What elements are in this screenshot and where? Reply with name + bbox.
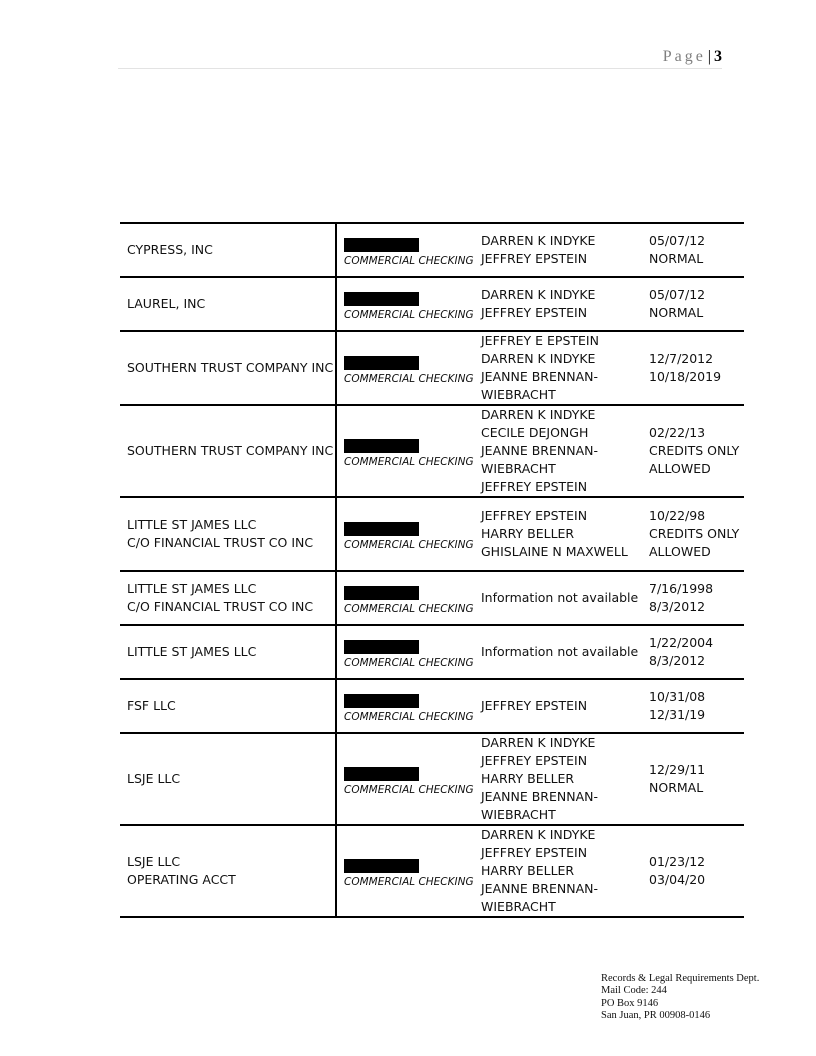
redacted-account-number <box>344 356 419 370</box>
authorized-signers <box>481 278 641 330</box>
authorized-signers-line: JEANNE BRENNAN- <box>481 881 598 896</box>
account-cell <box>335 496 476 572</box>
authorized-signers-line: DARREN K INDYKE <box>481 407 596 422</box>
account-cell <box>335 404 476 498</box>
authorized-signers <box>481 572 641 624</box>
account-name <box>127 572 332 624</box>
authorized-signers-line: DARREN K INDYKE <box>481 735 596 750</box>
account-name-line: FSF LLC <box>127 698 176 713</box>
account-cell <box>335 732 476 826</box>
authorized-signers <box>481 498 641 570</box>
account-cell <box>335 276 476 332</box>
account-dates-line: 10/22/98 <box>649 508 706 523</box>
account-dates <box>649 826 744 916</box>
redacted-account-number <box>344 292 419 306</box>
account-name-line: LSJE LLC <box>127 771 181 786</box>
table-row <box>120 626 744 680</box>
table-row <box>120 826 744 918</box>
authorized-signers-line: JEANNE BRENNAN- <box>481 789 598 804</box>
footer-address <box>601 973 759 1022</box>
page-number: 3 <box>714 48 722 65</box>
account-type: COMMERCIAL CHECKING <box>344 255 474 267</box>
authorized-signers-line: JEFFREY EPSTEIN <box>481 845 588 860</box>
account-dates <box>649 332 744 404</box>
account-type: COMMERCIAL CHECKING <box>344 539 474 551</box>
account-cell <box>335 330 476 406</box>
account-dates-line: 02/22/13 <box>649 425 706 440</box>
account-name-line: LSJE LLC <box>127 854 181 869</box>
footer-line: PO Box 9146 <box>601 997 659 1009</box>
account-dates-line: 12/31/19 <box>649 707 706 722</box>
redacted-account-number <box>344 859 419 873</box>
account-name <box>127 278 332 330</box>
authorized-signers <box>481 224 641 276</box>
authorized-signers-line: DARREN K INDYKE <box>481 287 596 302</box>
account-dates-line: CREDITS ONLY <box>649 526 740 541</box>
account-dates-line: 1/22/2004 <box>649 635 714 650</box>
account-dates <box>649 734 744 824</box>
redacted-account-number <box>344 767 419 781</box>
authorized-signers-line: WIEBRACHT <box>481 461 556 476</box>
account-name <box>127 626 332 678</box>
account-dates <box>649 626 744 678</box>
authorized-signers <box>481 332 641 404</box>
account-dates <box>649 406 744 496</box>
account-name-line: LITTLE ST JAMES LLC <box>127 581 257 596</box>
account-name <box>127 680 332 732</box>
authorized-signers-line: JEFFREY EPSTEIN <box>481 508 588 523</box>
footer-line: Records & Legal Requirements Dept. <box>601 973 760 984</box>
table-row <box>120 680 744 734</box>
account-dates-line: 10/18/2019 <box>649 369 722 384</box>
authorized-signers-line: JEFFREY EPSTEIN <box>481 698 588 713</box>
account-cell <box>335 624 476 680</box>
account-dates-line: 10/31/08 <box>649 689 706 704</box>
authorized-signers-line: JEANNE BRENNAN- <box>481 443 598 458</box>
account-cell <box>335 824 476 918</box>
redacted-account-number <box>344 439 419 453</box>
authorized-signers <box>481 680 641 732</box>
account-dates-line: NORMAL <box>649 780 704 795</box>
account-dates-line: ALLOWED <box>649 461 711 476</box>
account-dates-line: 7/16/1998 <box>649 581 714 596</box>
table-row <box>120 498 744 572</box>
account-dates-line: 12/7/2012 <box>649 351 714 366</box>
account-name-line: LAUREL, INC <box>127 296 206 311</box>
authorized-signers-line: HARRY BELLER <box>481 526 575 541</box>
account-dates <box>649 278 744 330</box>
authorized-signers-line: Information not available <box>481 590 639 605</box>
authorized-signers-line: HARRY BELLER <box>481 771 575 786</box>
account-dates-line: 8/3/2012 <box>649 599 706 614</box>
account-dates-line: ALLOWED <box>649 544 711 559</box>
authorized-signers <box>481 626 641 678</box>
authorized-signers-line: DARREN K INDYKE <box>481 233 596 248</box>
account-name <box>127 734 332 824</box>
account-cell <box>335 678 476 734</box>
redacted-account-number <box>344 640 419 654</box>
account-dates <box>649 680 744 732</box>
footer-line: San Juan, PR 00908-0146 <box>601 1009 711 1021</box>
account-name <box>127 498 332 570</box>
account-dates-line: 03/04/20 <box>649 872 706 887</box>
authorized-signers-line: JEFFREY EPSTEIN <box>481 753 588 768</box>
account-name-line: SOUTHERN TRUST COMPANY INC <box>127 360 334 375</box>
account-dates-line: 05/07/12 <box>649 287 706 302</box>
table-row <box>120 734 744 826</box>
authorized-signers-line: JEFFREY EPSTEIN <box>481 305 588 320</box>
account-dates <box>649 572 744 624</box>
authorized-signers-line: Information not available <box>481 644 639 659</box>
redacted-account-number <box>344 238 419 252</box>
authorized-signers-line: WIEBRACHT <box>481 387 556 402</box>
account-name <box>127 826 332 916</box>
account-name-line: C/O FINANCIAL TRUST CO INC <box>127 535 314 550</box>
account-name-line: LITTLE ST JAMES LLC <box>127 517 257 532</box>
account-name <box>127 332 332 404</box>
table-row <box>120 406 744 498</box>
authorized-signers-line: DARREN K INDYKE <box>481 351 596 366</box>
account-dates-line: CREDITS ONLY <box>649 443 740 458</box>
authorized-signers-line: JEFFREY E EPSTEIN <box>481 333 599 348</box>
page-number-label <box>663 48 722 66</box>
account-cell <box>335 570 476 626</box>
page-separator: | <box>707 48 711 65</box>
authorized-signers-line: GHISLAINE N MAXWELL <box>481 544 628 559</box>
authorized-signers <box>481 734 641 824</box>
table-row <box>120 278 744 332</box>
authorized-signers-line: JEFFREY EPSTEIN <box>481 479 588 494</box>
authorized-signers <box>481 826 641 916</box>
account-cell <box>335 222 476 278</box>
account-name <box>127 406 332 496</box>
account-dates-line: NORMAL <box>649 305 704 320</box>
account-type: COMMERCIAL CHECKING <box>344 711 474 723</box>
account-dates <box>649 224 744 276</box>
redacted-account-number <box>344 522 419 536</box>
account-type: COMMERCIAL CHECKING <box>344 876 474 888</box>
account-dates-line: 05/07/12 <box>649 233 706 248</box>
authorized-signers <box>481 406 641 496</box>
table-row <box>120 572 744 626</box>
account-type: COMMERCIAL CHECKING <box>344 603 474 615</box>
account-name-line: SOUTHERN TRUST COMPANY INC <box>127 443 334 458</box>
account-name-line: CYPRESS, INC <box>127 242 213 257</box>
page-header <box>118 48 722 69</box>
page-label: Page <box>662 48 706 65</box>
authorized-signers-line: WIEBRACHT <box>481 807 556 822</box>
table-row <box>120 224 744 278</box>
accounts-table <box>120 222 744 918</box>
authorized-signers-line: JEFFREY EPSTEIN <box>481 251 588 266</box>
redacted-account-number <box>344 694 419 708</box>
authorized-signers-line: HARRY BELLER <box>481 863 575 878</box>
account-name-line: LITTLE ST JAMES LLC <box>127 644 257 659</box>
account-type: COMMERCIAL CHECKING <box>344 657 474 669</box>
account-type: COMMERCIAL CHECKING <box>344 456 474 468</box>
account-type: COMMERCIAL CHECKING <box>344 373 474 385</box>
redacted-account-number <box>344 586 419 600</box>
account-dates-line: 01/23/12 <box>649 854 706 869</box>
account-dates-line: 12/29/11 <box>649 762 706 777</box>
account-type: COMMERCIAL CHECKING <box>344 784 474 796</box>
table-row <box>120 332 744 406</box>
account-dates-line: 8/3/2012 <box>649 653 706 668</box>
account-dates <box>649 498 744 570</box>
footer-line: Mail Code: 244 <box>601 985 667 997</box>
account-name-line: C/O FINANCIAL TRUST CO INC <box>127 599 314 614</box>
authorized-signers-line: CECILE DEJONGH <box>481 425 589 440</box>
authorized-signers-line: DARREN K INDYKE <box>481 827 596 842</box>
account-name <box>127 224 332 276</box>
account-name-line: OPERATING ACCT <box>127 872 236 887</box>
account-dates-line: NORMAL <box>649 251 704 266</box>
account-type: COMMERCIAL CHECKING <box>344 309 474 321</box>
authorized-signers-line: WIEBRACHT <box>481 899 556 914</box>
authorized-signers-line: JEANNE BRENNAN- <box>481 369 598 384</box>
